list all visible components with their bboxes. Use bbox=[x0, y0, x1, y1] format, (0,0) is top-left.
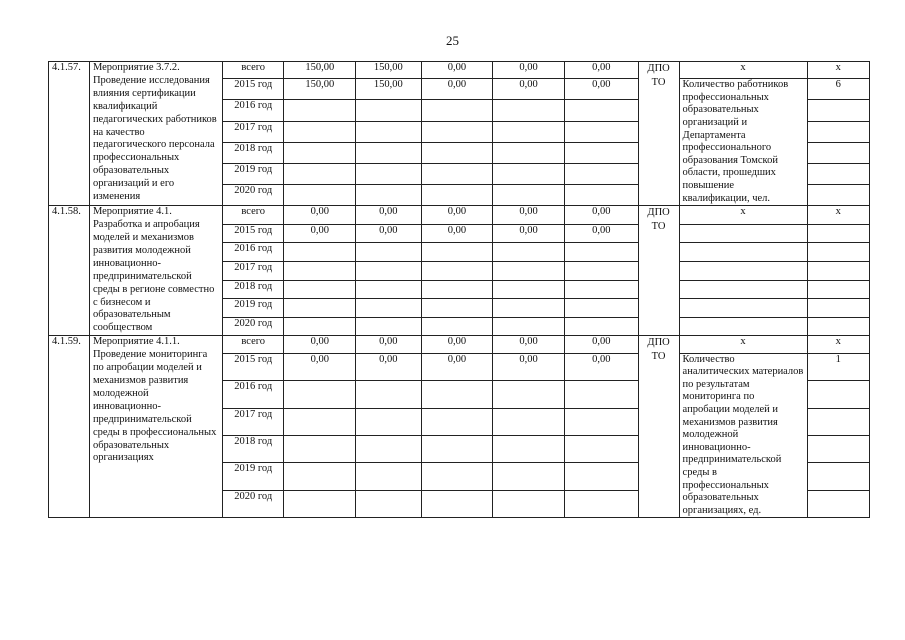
value-cell: 0,00 bbox=[421, 79, 493, 100]
year-cell: 2018 год bbox=[223, 435, 284, 462]
value-cell: 0,00 bbox=[284, 353, 356, 380]
indicator-x-value: х bbox=[807, 62, 870, 79]
value-cell: 0,00 bbox=[493, 62, 565, 79]
value-cell: 150,00 bbox=[284, 79, 356, 100]
value-cell: 0,00 bbox=[564, 206, 638, 225]
value-cell: 0,00 bbox=[564, 79, 638, 100]
indicator-x: х bbox=[679, 62, 807, 79]
year-cell: 2019 год bbox=[223, 463, 284, 490]
table-row bbox=[49, 336, 870, 353]
year-cell: всего bbox=[223, 62, 284, 79]
indicator-value: 1 bbox=[807, 353, 870, 380]
value-cell: 150,00 bbox=[356, 79, 422, 100]
executor: ДПО ТО bbox=[638, 62, 679, 206]
value-cell: 0,00 bbox=[421, 336, 493, 353]
executor: ДПО ТО bbox=[638, 206, 679, 336]
value-cell: 0,00 bbox=[564, 336, 638, 353]
row-code: 4.1.59. bbox=[49, 336, 90, 518]
row-code: 4.1.57. bbox=[49, 62, 90, 206]
executor: ДПО ТО bbox=[638, 336, 679, 518]
year-cell: 2015 год bbox=[223, 224, 284, 243]
year-cell: 2019 год bbox=[223, 163, 284, 184]
value-cell: 0,00 bbox=[493, 336, 565, 353]
year-cell: 2020 год bbox=[223, 490, 284, 517]
value-cell: 0,00 bbox=[493, 79, 565, 100]
year-cell: 2017 год bbox=[223, 261, 284, 280]
year-cell: 2016 год bbox=[223, 100, 284, 121]
year-cell: 2017 год bbox=[223, 408, 284, 435]
year-cell: 2020 год bbox=[223, 185, 284, 206]
indicator-x: х bbox=[679, 206, 807, 225]
value-cell: 0,00 bbox=[284, 224, 356, 243]
value-cell: 0,00 bbox=[493, 224, 565, 243]
value-cell: 0,00 bbox=[564, 62, 638, 79]
year-cell: 2020 год bbox=[223, 317, 284, 336]
table-row bbox=[49, 62, 870, 79]
year-cell: 2019 год bbox=[223, 299, 284, 318]
value-cell: 0,00 bbox=[493, 353, 565, 380]
value-cell: 0,00 bbox=[493, 206, 565, 225]
value-cell: 0,00 bbox=[284, 336, 356, 353]
value-cell: 0,00 bbox=[356, 224, 422, 243]
value-cell: 0,00 bbox=[421, 206, 493, 225]
year-cell: 2018 год bbox=[223, 280, 284, 299]
value-cell: 0,00 bbox=[564, 353, 638, 380]
value-cell: 0,00 bbox=[284, 206, 356, 225]
year-cell: 2018 год bbox=[223, 142, 284, 163]
value-cell: 150,00 bbox=[356, 62, 422, 79]
year-cell: 2017 год bbox=[223, 121, 284, 142]
year-cell: 2016 год bbox=[223, 243, 284, 262]
indicator-value: 6 bbox=[807, 79, 870, 100]
activity-name: Мероприятие 3.7.2. Проведение исследования влияния сертификации квалификаций педагогических работников на качество педагогического персонала профессиональных образовательных организаций и его изменения bbox=[89, 62, 222, 206]
indicator-name: Количество работников профессиональных образовательных организаций и Департамента профессионального образования Томской области, прошедших повышение квалификации, чел. bbox=[679, 79, 807, 206]
table-row bbox=[49, 206, 870, 225]
value-cell: 0,00 bbox=[564, 224, 638, 243]
value-cell: 0,00 bbox=[421, 224, 493, 243]
activity-name: Мероприятие 4.1. Разработка и апробация моделей и механизмов развития молодежной инновационно-предпринимательской среды в регионе совместно с бизнесом и образовательным сообществом bbox=[89, 206, 222, 336]
indicator-x: х bbox=[679, 336, 807, 353]
year-cell: всего bbox=[223, 336, 284, 353]
value-cell: 0,00 bbox=[421, 62, 493, 79]
activity-name: Мероприятие 4.1.1. Проведение мониторинга по апробации моделей и механизмов развития молодежной инновационно-предпринимательской среды в профессиональных образовательных организациях bbox=[89, 336, 222, 518]
indicator-name: Количество аналитических материалов по результатам мониторинга по апробации моделей и механизмов развития молодежной инновационно-предпринимательской среды в профессиональных образовательных организациях, ед. bbox=[679, 353, 807, 518]
year-cell: 2015 год bbox=[223, 353, 284, 380]
indicator-x-value: х bbox=[807, 336, 870, 353]
page-number: 25 bbox=[446, 33, 459, 48]
year-cell: 2016 год bbox=[223, 381, 284, 408]
value-cell: 0,00 bbox=[356, 336, 422, 353]
indicator-x-value: х bbox=[807, 206, 870, 225]
row-code: 4.1.58. bbox=[49, 206, 90, 336]
value-cell: 150,00 bbox=[284, 62, 356, 79]
value-cell: 0,00 bbox=[356, 353, 422, 380]
year-cell: 2015 год bbox=[223, 79, 284, 100]
value-cell: 0,00 bbox=[421, 353, 493, 380]
program-activities-table bbox=[48, 61, 870, 518]
value-cell: 0,00 bbox=[356, 206, 422, 225]
year-cell: всего bbox=[223, 206, 284, 225]
